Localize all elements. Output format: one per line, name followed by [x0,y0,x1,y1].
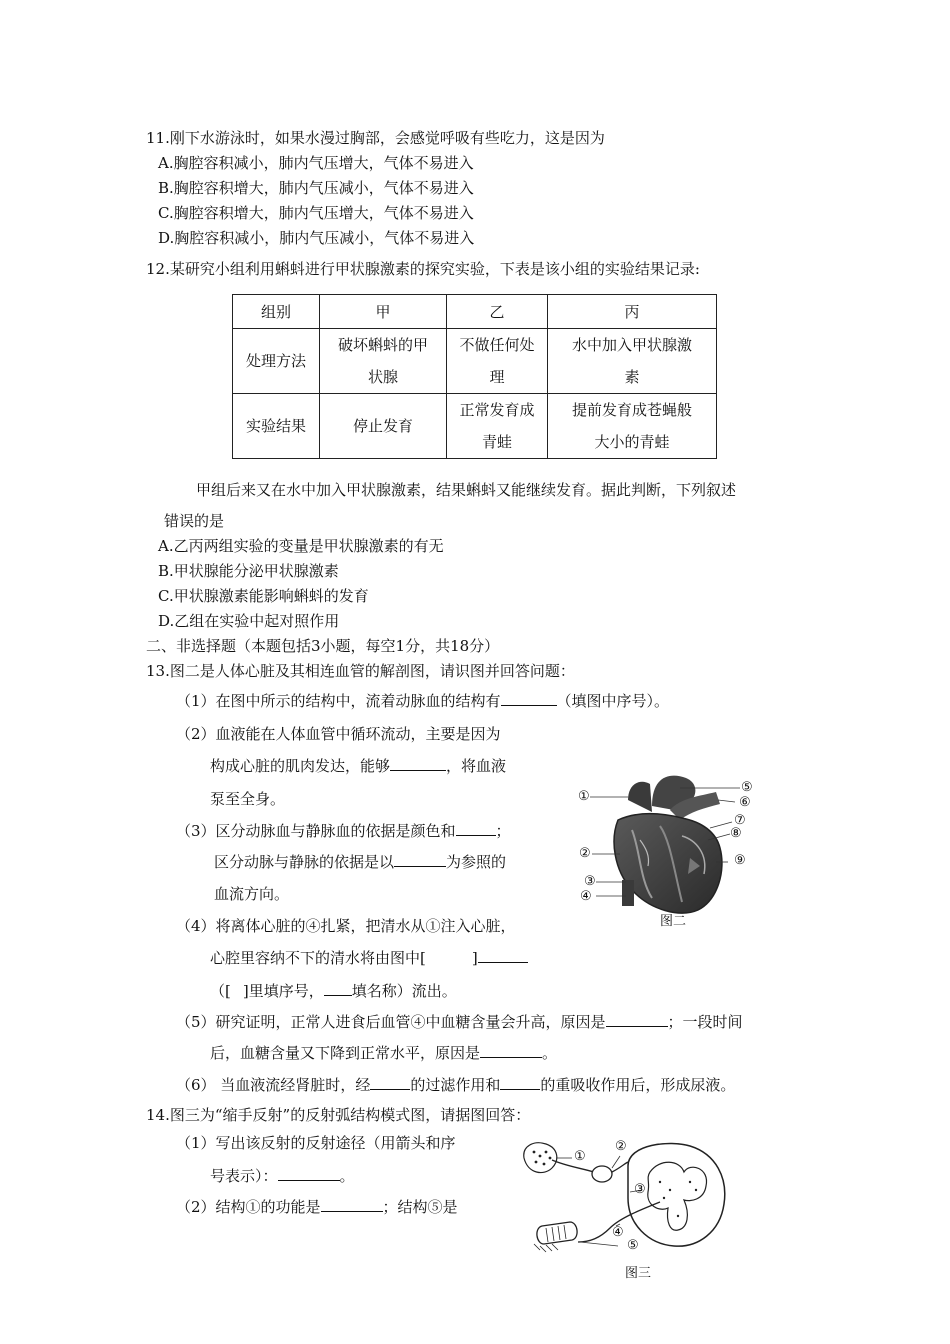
q12-stem: 12.某研究小组利用蝌蚪进行甲状腺激素的探究实验，下表是该小组的实验结果记录: [146,260,700,278]
table-row [233,329,717,394]
q13-stem: 13.图二是人体心脏及其相连血管的解剖图，请识图并回答问题： [146,662,575,680]
q13-part1: （1）在图中所示的结构中，流着动脉血的结构有 （填图中序号）。 [176,692,670,710]
table-header-yi: 乙 [447,295,548,329]
q13-part2-line2: 构成心脏的肌肉发达，能够 ，将血液 [210,757,507,775]
q14-part2: （2）结构①的功能是 ；结构⑤是 [176,1198,458,1216]
table-cell: 提前发育成苍蝇般 大小的青蛙 [548,394,717,459]
q12-option-d: D.乙组在实验中起对照作用 [158,612,340,630]
heart-label-4: ④ [580,889,592,904]
q13-part3-line1: （3）区分动脉血与静脉血的依据是颜色和 ； [176,822,511,840]
receptor-shape [524,1143,557,1173]
heart-diagram [570,770,760,930]
q14-part1-line2: 号表示）： 。 [210,1167,355,1185]
figure-2-caption: 图二 [660,914,687,929]
heart-label-3: ③ [584,874,596,889]
q11-option-b: B.胸腔容积增大，肺内气压减小，气体不易进入 [158,179,474,197]
q13-part5-line2: 后，血糖含量又下降到正常水平，原因是 。 [210,1044,558,1062]
inferior-vena-cava-shape [622,880,634,906]
reflex-label-1: ① [574,1149,586,1164]
reflex-label-3: ③ [634,1182,646,1197]
experiment-table [232,294,717,459]
q12-option-b: B.甲状腺能分泌甲状腺激素 [158,562,339,580]
effector-shape [537,1222,577,1244]
q11-stem: 11.刚下水游泳时，如果水漫过胸部，会感觉呼吸有些吃力，这是因为 [146,129,605,147]
reflex-label-4: ④ [612,1225,624,1240]
vena-cava-shape [628,782,652,812]
q14-part1-line1: （1）写出该反射的反射途径（用箭头和序 [176,1134,456,1152]
q13-part3-line2: 区分动脉与静脉的依据是以 为参照的 [214,853,507,871]
table-cell: 停止发育 [320,394,447,459]
q14-stem: 14.图三为“缩手反射”的反射弧结构模式图，请据图回答： [146,1106,531,1124]
section-heading: 二、非选择题（本题包括3小题，每空1分，共18分） [146,637,500,655]
q13-part2-line3: 泵至全身。 [210,790,286,808]
heart-label-6: ⑥ [739,795,751,810]
heart-label-5: ⑤ [741,780,753,795]
heart-label-8: ⑧ [730,826,742,841]
table-cell: 水中加入甲状腺激 素 [548,329,717,394]
q13-part6: （6） 当血液流经肾脏时，经 的过滤作用和 的重吸收作用后，形成尿液。 [176,1076,736,1094]
reflex-label-5: ⑤ [627,1238,639,1253]
heart-label-1: ① [578,789,590,804]
heart-label-2: ② [579,846,591,861]
heart-label-7: ⑦ [734,813,746,828]
q12-option-a: A.乙丙两组实验的变量是甲状腺激素的有无 [158,537,444,555]
q13-part4-line3: （[ ]里填序号， 填名称）流出。 [210,982,457,1000]
q12-note-line2: 错误的是 [164,512,225,530]
table-header-jia: 甲 [320,295,447,329]
q11-option-c: C.胸腔容积增大，肺内气压增大，气体不易进入 [158,204,474,222]
heart-label-9: ⑨ [734,853,746,868]
table-cell: 破坏蝌蚪的甲 状腺 [320,329,447,394]
q12-note-line1: 甲组后来又在水中加入甲状腺激素，结果蝌蚪又能继续发育。据此判断，下列叙述 [196,481,737,499]
q12-option-c: C.甲状腺激素能影响蝌蚪的发育 [158,587,369,605]
table-cell: 正常发育成 青蛙 [447,394,548,459]
q13-part5-line1: （5）研究证明，正常人进食后血管④中血糖含量会升高，原因是 ；一段时间 [176,1013,743,1031]
q13-part3-line3: 血流方向。 [214,885,290,903]
q13-part4-line1: （4）将离体心脏的④扎紧，把清水从①注入心脏， [176,917,516,935]
figure-3-caption: 图三 [625,1266,652,1281]
table-cell: 不做任何处 理 [447,329,548,394]
q11-option-d: D.胸腔容积减小，肺内气压减小，气体不易进入 [158,229,475,247]
q13-part4-line2: 心腔里容纳不下的清水将由图中[ ] [210,948,528,968]
row-label-method: 处理方法 [233,329,320,394]
q11-option-a: A.胸腔容积减小，肺内气压增大，气体不易进入 [158,154,474,172]
ganglion-shape [592,1166,612,1182]
row-label-result: 实验结果 [233,394,320,459]
reflex-label-2: ② [615,1139,627,1154]
table-row [233,394,717,459]
table-header-bing: 丙 [548,295,717,329]
table-header-group: 组别 [233,295,320,329]
q13-part2-line1: （2）血液能在人体血管中循环流动，主要是因为 [176,725,501,743]
